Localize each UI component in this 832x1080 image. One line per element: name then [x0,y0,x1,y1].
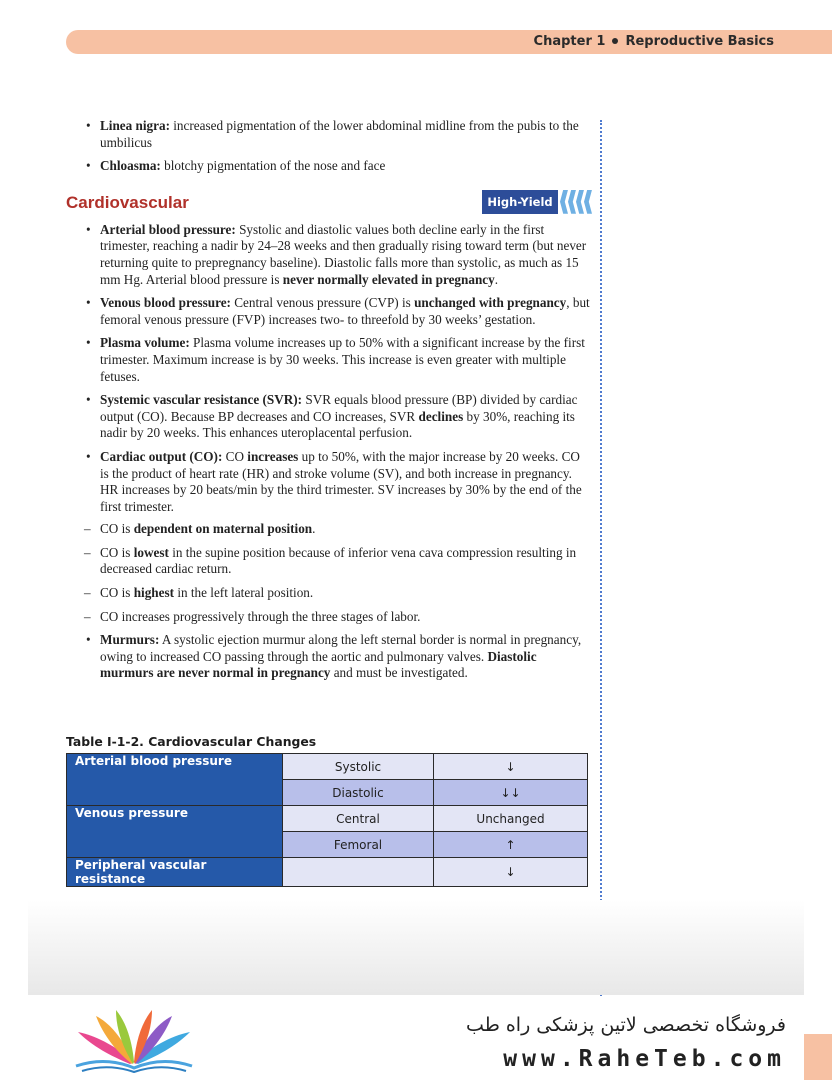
definition-end: , but femoral venous pressure (FVP) increases two- to threefold by 30 weeks’ gestation. [100,295,590,327]
section-header [66,190,592,220]
table-value-cell: ↓ [434,858,588,887]
table-value-cell: ↓↓ [434,780,588,806]
sub-text: CO increases progressively through the three stages of labor. [100,608,421,624]
cardiovascular-changes-table [66,753,588,887]
sub-text-end: in the left lateral position. [174,585,314,601]
definition: SVR equals blood pressure (BP) divided by cardiac output (CO). Because BP decreases and CO increases, SVR [100,392,578,424]
definition: Plasma volume increases up to 50% with a significant increase by the first trimester. Maximum increase is by 30 weeks. This increase is even greater with multiple fetuses. [100,335,585,384]
sub-list [100,521,592,625]
term: Plasma volume: [100,335,190,351]
list-item [66,632,592,682]
table-caption: Table I-1-2. Cardiovascular Changes [66,734,317,749]
definition: A systolic ejection murmur along the left sternal border is normal in pregnancy, owing to increased CO passing through the aortic and pulmonary valves. [100,632,582,664]
emphasis: never normally elevated in pregnancy [282,271,495,287]
sub-list-item [84,545,592,578]
high-yield-badge [482,190,592,214]
emphasis: dependent on maternal position [133,521,313,537]
table-value-cell: Unchanged [434,806,588,832]
sub-list-item [84,609,592,626]
sub-text: CO is [100,521,134,537]
term: Cardiac output (CO): [100,448,223,464]
list-item [66,449,592,625]
list-item [66,222,592,288]
emphasis: declines [418,408,464,424]
table-row [67,806,588,832]
chapter-number: Chapter 1 [533,34,606,49]
table-value-cell: ↑ [434,832,588,858]
margin-divider [600,120,602,996]
table-sub-cell [283,858,434,887]
term: Chloasma: [100,158,161,174]
definition-end: up to 50%, with the major increase by 20 weeks. CO is the product of heart rate (HR) and stroke volume (SV), and both increase in pregnancy. HR increases by 20 beats/min by the third trimester. SV increases by 30% by the end of the first trimester. [100,448,582,514]
chevron-left-icon [576,190,584,214]
table-category-cell: Venous pressure [67,806,283,858]
intro-list [66,118,592,175]
list-item [66,158,592,175]
chapter-header-text [534,34,774,49]
sub-list-item [84,585,592,602]
table-sub-cell: Central [283,806,434,832]
sub-text: CO is [100,585,134,601]
table-value-cell: ↓ [434,754,588,780]
definition: CO [222,448,248,464]
term: Murmurs: [100,632,160,648]
table-sub-cell: Femoral [283,832,434,858]
definition: Central venous pressure (CVP) is [230,295,415,311]
high-yield-label: High-Yield [482,190,558,214]
page-content [66,118,592,689]
sub-text-end: . [312,521,316,537]
list-item [66,118,592,151]
definition: Systolic and diastolic values both decline early in the first trimester, reaching a nadir by 24–28 weeks and then gradually rising toward term (but never returning quite to prepregnancy baseline). Diastolic falls more than systolic, as much as 15 mm Hg. Arterial blood pressure is [100,221,587,287]
table-category-cell: Peripheral vascular resistance [67,858,283,887]
emphasis: Diastolic murmurs are never normal in pregnancy [100,648,537,681]
table-sub-cell: Diastolic [283,780,434,806]
list-item [66,295,592,328]
section-title: Cardiovascular [66,192,189,212]
cardiovascular-list [66,222,592,682]
definition-end: and must be investigated. [330,665,468,681]
definition: blotchy pigmentation of the nose and face [160,158,386,174]
term: Systemic vascular resistance (SVR): [100,392,303,408]
definition-end: by 30%, reaching its nadir by 20 weeks. This enhances uteroplacental perfusion. [100,408,575,441]
table-row [67,858,588,887]
list-item [66,335,592,385]
store-url: www.RaheTeb.com [503,1046,786,1072]
chevron-left-icon [568,190,576,214]
emphasis: lowest [133,544,169,560]
term: Venous blood pressure: [100,295,231,311]
definition-end: . [494,271,499,287]
bullet-dot-icon [612,38,618,44]
list-item [66,392,592,442]
open-book-logo-icon [70,1010,198,1074]
sub-list-item [84,521,592,538]
table-row [67,754,588,780]
emphasis: increases [247,448,299,464]
definition: increased pigmentation of the lower abdominal midline from the pubis to the umbilicus [100,118,579,150]
emphasis: unchanged with pregnancy [414,295,567,311]
chapter-header-bar [66,30,832,54]
page-edge-tab [804,1034,832,1080]
term: Arterial blood pressure: [100,221,236,237]
chevron-left-icon [560,190,568,214]
chapter-title: Reproductive Basics [625,34,774,49]
chevron-left-icon [584,190,592,214]
term: Linea nigra: [100,118,170,133]
store-name: فروشگاه تخصصی لاتین پزشکی راه طب [466,1014,786,1036]
sub-text: CO is [100,544,134,560]
table-sub-cell: Systolic [283,754,434,780]
table-category-cell: Arterial blood pressure [67,754,283,806]
footer-shadow [28,900,804,995]
sub-text-end: in the supine position because of inferior vena cava compression resulting in decreased cardiac return. [100,544,577,577]
emphasis: highest [133,585,175,601]
